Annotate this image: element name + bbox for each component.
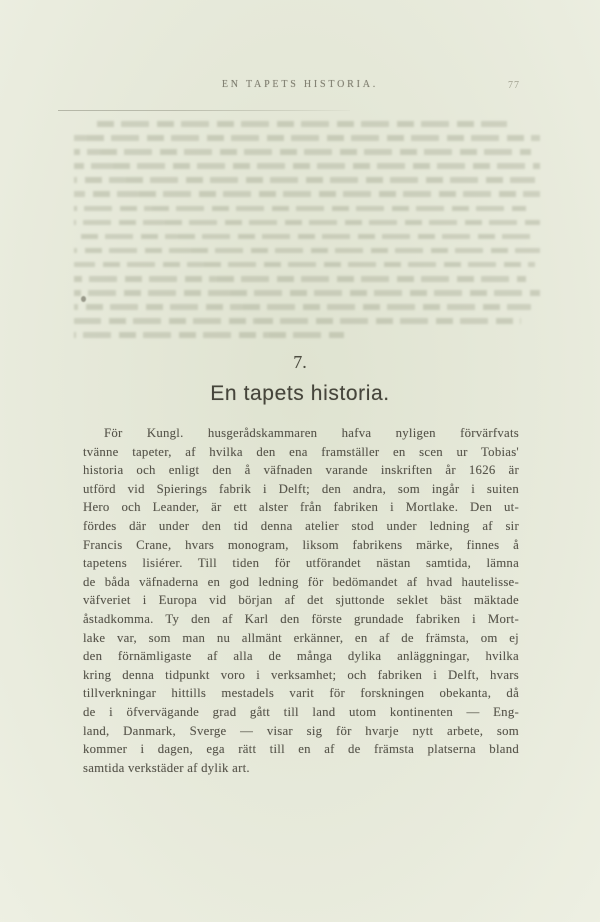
running-title: EN TAPETS HISTORIA. — [221, 79, 379, 90]
paragraph-line: de i öfvervägande grad gått till land utom kontinenten — Eng- — [83, 704, 519, 719]
paragraph-line: åstadkomma. Ty den af Karl den förste grundade fabriken i Mort- — [83, 611, 519, 626]
paragraph-line: Francis Crane, hvars monogram, liksom fabrikens märke, finnes å — [83, 537, 519, 552]
paragraph-line: de båda väfnaderna en god ledning för bedömandet af hvad hautelisse- — [83, 574, 519, 589]
section-number: 7. — [293, 352, 307, 372]
bleed-through-line — [74, 234, 531, 240]
bleed-through-line — [74, 290, 540, 296]
page-number: 77 — [508, 80, 520, 91]
bleed-through-line — [97, 121, 507, 127]
section-title: En tapets historia. — [210, 382, 390, 405]
bleed-through-line — [74, 332, 344, 338]
bleed-through-line — [74, 206, 526, 212]
bleed-through-line — [74, 135, 540, 141]
paragraph-line: land, Danmark, Sverge — visar sig för hvarje nytt arbete, som — [83, 723, 519, 738]
header-rule — [58, 110, 350, 111]
bleed-through-line — [74, 220, 540, 226]
bleed-through-line — [74, 191, 540, 197]
bleed-through-line — [74, 163, 540, 169]
body-paragraph — [83, 424, 519, 777]
paragraph-line: fördes där under den tid denna atelier stod under ledning af sir — [83, 518, 519, 533]
ink-speck — [81, 296, 86, 302]
bleed-through-line — [74, 304, 531, 310]
bleed-through-line — [74, 177, 535, 183]
paragraph-line: För Kungl. husgerådskammaren hafva nyligen förvärfvats — [104, 426, 519, 440]
paragraph-line: lake var, som man nu allmänt erkänner, en af de främsta, om ej — [83, 630, 519, 645]
paragraph-line: samtida verkstäder af dylik art. — [83, 760, 250, 775]
paragraph-line: utförd vid Spierings fabrik i Delft; den andra, som ingår i suiten — [83, 481, 519, 496]
paragraph-line: Hero och Leander, är ett alster från fabriken i Mortlake. Den ut- — [83, 500, 519, 515]
paragraph-line: den förnämligaste af alla de många dylika anläggningar, hvilka — [83, 649, 519, 664]
bleed-through-line — [74, 318, 521, 324]
paragraph-line: kring denna tidpunkt voro i verksamhet; och fabriken i Delft, hvars — [83, 667, 519, 682]
bleed-through-line — [74, 262, 535, 268]
paragraph-line: tapetens lisiérer. Till tiden för utförandet nästan samtida, lämna — [83, 556, 519, 571]
paragraph-line: väfveriet i Europa vid början af det sjuttonde seklet bäst mäktade — [83, 593, 519, 608]
bleed-through-line — [74, 149, 531, 155]
bleed-through-line — [74, 276, 526, 282]
bleed-through-line — [74, 248, 540, 254]
bleed-through-text — [74, 121, 540, 347]
paragraph-line: tvänne tapeter, af hvilka den ena framställer en scen ur Tobias' — [83, 444, 519, 459]
paragraph-line: historia och enligt den å väfnaden varande inskriften år 1626 är — [83, 463, 519, 478]
paragraph-line: kommer i dagen, ega rätt till en af de främsta platserna bland — [83, 742, 519, 757]
paragraph-line: tillverkningar hittills mestadels varit för forskningen obekanta, då — [83, 686, 519, 701]
